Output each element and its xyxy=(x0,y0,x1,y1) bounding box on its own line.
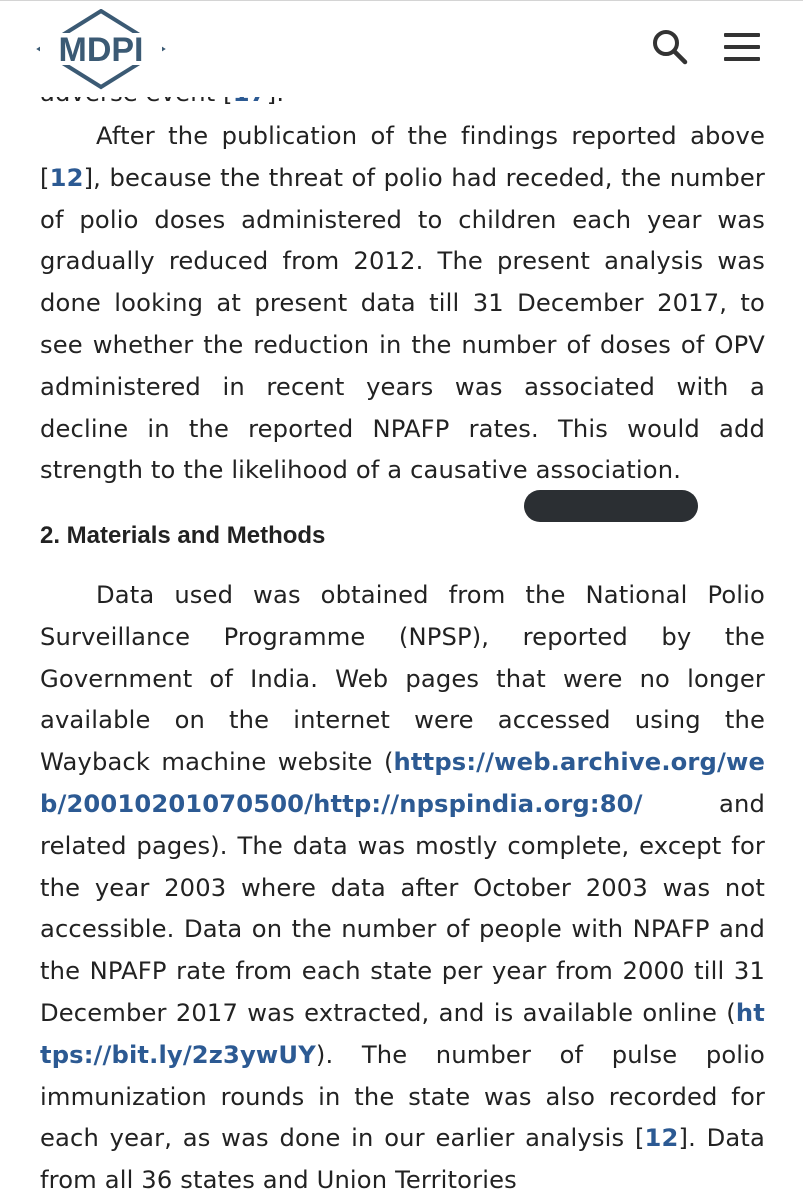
para1-text-a: After the publication of the findings reported above [ xyxy=(40,122,765,192)
site-header xyxy=(0,1,803,97)
para2-text-c: ). The number of pulse polio immunization rounds in the state was also recorded for each year, as was done in our earlier analysis [ xyxy=(40,1040,765,1153)
bitly-link[interactable]: https://bit.ly/2z3ywUY xyxy=(40,998,765,1069)
paragraph-intro xyxy=(40,116,765,492)
menu-button[interactable] xyxy=(720,31,764,63)
redaction-bar xyxy=(524,490,698,522)
hamburger-menu-icon xyxy=(724,33,760,37)
reference-12[interactable]: 12 xyxy=(49,163,84,192)
para2-text-a: Data used was obtained from the National Polio Surveillance Programme (NPSP), reported by the Government of India. Web pages that were no longer available on the internet were accessed using the Wayback machine website ( xyxy=(40,581,765,777)
logo-text: MDPI xyxy=(58,31,144,69)
hamburger-line xyxy=(724,45,760,49)
paragraph-methods xyxy=(40,575,765,1202)
mdpi-logo[interactable] xyxy=(36,9,166,91)
para2-text-d: ]. Data from all 36 states and Union Territories xyxy=(40,1124,765,1195)
section-heading: 2. Materials and Methods xyxy=(40,522,326,549)
search-icon xyxy=(648,25,692,69)
reference-12-second[interactable]: 12 xyxy=(644,1124,679,1153)
hamburger-line xyxy=(724,57,760,61)
wayback-link[interactable]: https://web.archive.org/web/20010201070500/http://npspindia.org:80/ xyxy=(40,748,765,818)
search-button[interactable] xyxy=(648,25,692,69)
para2-text-b: and related pages). The data was mostly complete, except for the year 2003 where data after October 2003 was not accessible. Data on the number of people with NPAFP and the NPAFP rate from each state per year from 2000 till 31 December 2017 was extracted, and is available online ( xyxy=(40,789,765,1027)
para1-text-b: ], because the threat of polio had receded, the number of polio doses administered to children each year was gradually reduced from 2012. The present analysis was done looking at present data till 31 December 2017, to see whether the reduction in the number of doses of OPV administered in recent years was associated with a decline in the reported NPAFP rates. This would add strength to the likelihood of a causative association. xyxy=(40,163,765,485)
